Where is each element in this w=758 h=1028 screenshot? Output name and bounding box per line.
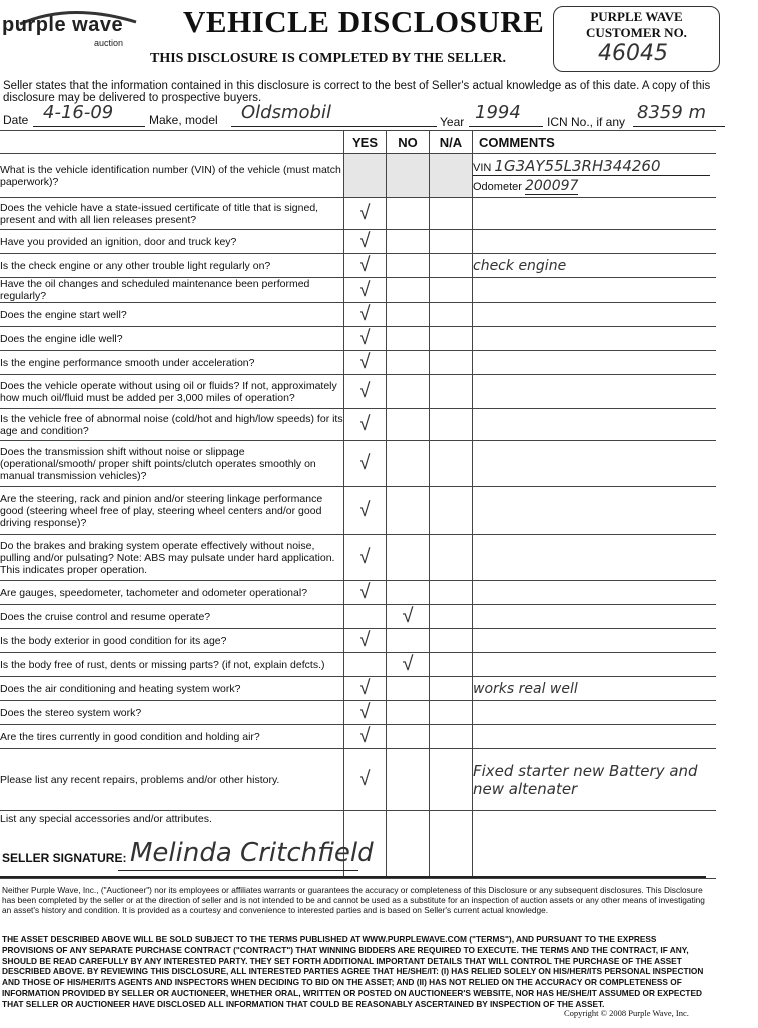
customer-number-value[interactable]: 46045 bbox=[598, 41, 668, 66]
na-cell[interactable] bbox=[430, 230, 473, 254]
yes-cell[interactable]: √ bbox=[344, 535, 387, 581]
question-cell: Does the transmission shift without noise or slippage (operational/smooth/ proper shift points/clutch operates smoothly on manual transmission vehicles)? bbox=[0, 441, 344, 487]
no-cell[interactable]: √ bbox=[387, 605, 430, 629]
na-cell[interactable] bbox=[430, 278, 473, 303]
year-value: 1994 bbox=[475, 102, 521, 123]
question-cell: Is the check engine or any other trouble light regularly on? bbox=[0, 254, 344, 278]
yes-cell[interactable]: √ bbox=[344, 701, 387, 725]
yes-cell[interactable] bbox=[344, 154, 387, 198]
question-cell: Does the engine idle well? bbox=[0, 327, 344, 351]
comment-cell[interactable] bbox=[473, 581, 717, 605]
question-cell: Are the steering, rack and pinion and/or steering linkage performance good (steering wheel free of play, steering wheel centers and/or good driving response)? bbox=[0, 487, 344, 535]
make-value: Oldsmobil bbox=[241, 102, 331, 123]
yes-cell[interactable] bbox=[344, 653, 387, 677]
question-cell: Does the vehicle have a state-issued certificate of title that is signed, present and with all lien releases present? bbox=[0, 198, 344, 230]
customer-label-line1: PURPLE WAVE bbox=[590, 9, 683, 24]
no-cell[interactable] bbox=[387, 487, 430, 535]
yes-cell[interactable]: √ bbox=[344, 351, 387, 375]
no-cell[interactable]: √ bbox=[387, 653, 430, 677]
question-cell: Does the stereo system work? bbox=[0, 701, 344, 725]
table-row bbox=[0, 254, 716, 278]
customer-label bbox=[554, 9, 719, 41]
question-cell: Have the oil changes and scheduled maintenance been performed regularly? bbox=[0, 278, 344, 303]
na-header: N/A bbox=[430, 131, 473, 154]
na-cell[interactable] bbox=[430, 581, 473, 605]
comments-header: COMMENTS bbox=[473, 131, 717, 154]
na-cell[interactable] bbox=[430, 351, 473, 375]
no-cell[interactable] bbox=[387, 535, 430, 581]
table-row bbox=[0, 701, 716, 725]
vin-label: VIN bbox=[473, 162, 492, 174]
comment-cell[interactable]: Fixed starter new Battery and new altenater bbox=[473, 749, 717, 811]
table-row bbox=[0, 198, 716, 230]
terms-text: THE ASSET DESCRIBED ABOVE WILL BE SOLD SUBJECT TO THE TERMS PUBLISHED AT WWW.PURPLEWAVE.COM ("TERMS"), AND PURSUANT TO THE EXPRESS PROVISIONS OF ANY SEPARATE PURCHASE CONTRACT ("CONTRACT") THAT WINNING BIDDERS ARE REQUIRED TO EXECUTE. THE TERMS AND THE CONTRACT, IF ANY, SHOULD BE READ CAREFULLY BY ANY INTERESTED PARTY. THEY SET FORTH ADDITIONAL IMPORTANT DETAILS THAT WILL CONTROL THE PURCHASE OF THE ASSET DESCRIBED ABOVE. BY REVIEWING THIS DISCLOSURE, ALL INTERESTED PARTIES AGREE THAT HE/SHE/IT: (I) HAS RELIED SOLELY ON HIS/HER/ITS PERSONAL INSPECTION AND THOSE OF HIS/HER/ITS AGENTS AND INSPECTORS WHEN DECIDING TO BID ON THE ASSET; AND (II) HAS NOT RELIED ON THE ACCURACY OR COMPLETENESS OF INFORMATION PROVIDED BY SELLER OR AUCTIONEER, WHETHER ORAL, WRITTEN OR POSTED ON AUCTIONEER'S WEBSITE, NOR HAS HE/SHE/IT ASSUMED OR EXPECTED THAT SELLER OR AUCTIONEER HAVE DISCLOSED ALL INFORMATION THAT COULD BE REASONABLY ASCERTAINED BY INSPECTION OF THE ASSET. bbox=[2, 934, 704, 1009]
table-row bbox=[0, 653, 716, 677]
comment-cell[interactable] bbox=[473, 409, 717, 441]
no-header: NO bbox=[387, 131, 430, 154]
date-make-line bbox=[3, 102, 733, 130]
question-cell: Is the engine performance smooth under acceleration? bbox=[0, 351, 344, 375]
question-cell: Is the body exterior in good condition for its age? bbox=[0, 629, 344, 653]
no-cell[interactable] bbox=[387, 230, 430, 254]
table-row bbox=[0, 278, 716, 303]
signature-line bbox=[118, 870, 358, 871]
table-row bbox=[0, 375, 716, 409]
no-cell[interactable] bbox=[387, 278, 430, 303]
no-cell[interactable] bbox=[387, 409, 430, 441]
yes-cell[interactable] bbox=[344, 605, 387, 629]
year-label: Year bbox=[440, 115, 465, 129]
no-cell[interactable] bbox=[387, 441, 430, 487]
na-cell[interactable] bbox=[430, 198, 473, 230]
yes-cell[interactable]: √ bbox=[344, 278, 387, 303]
comment-cell[interactable] bbox=[473, 278, 717, 303]
na-cell[interactable] bbox=[430, 701, 473, 725]
comment-cell[interactable] bbox=[473, 230, 717, 254]
question-cell: Is the body free of rust, dents or missing parts? (if not, explain defcts.) bbox=[0, 653, 344, 677]
yes-cell[interactable]: √ bbox=[344, 629, 387, 653]
date-label: Date bbox=[3, 113, 29, 127]
no-cell[interactable] bbox=[387, 725, 430, 749]
disclaimer-text: Neither Purple Wave, Inc., ("Auctioneer") nor its employees or affiliates warrants or guarantees the accuracy or completeness of this Disclosure or any subsequent disclosures. This Disclosure has been completed by the seller or at the direction of seller and is not intended to be and cannot be used as a substitute for an inspection of auction assets or any other means of investigating an asset's history and condition. It is provided as a courtesy and convenience to interested parties and is based on Seller's current actual knowledge. bbox=[2, 885, 705, 915]
no-cell[interactable] bbox=[387, 677, 430, 701]
question-cell: List any special accessories and/or attributes. bbox=[0, 811, 344, 879]
table-row bbox=[0, 487, 716, 535]
signature-label: SELLER SIGNATURE: bbox=[2, 851, 127, 865]
table-row bbox=[0, 441, 716, 487]
na-cell[interactable] bbox=[430, 441, 473, 487]
na-cell[interactable] bbox=[430, 487, 473, 535]
no-cell[interactable] bbox=[387, 581, 430, 605]
table-row bbox=[0, 677, 716, 701]
na-cell[interactable] bbox=[430, 677, 473, 701]
yes-header: YES bbox=[344, 131, 387, 154]
yes-cell[interactable]: √ bbox=[344, 254, 387, 278]
question-cell: Please list any recent repairs, problems and/or other history. bbox=[0, 749, 344, 811]
question-cell: What is the vehicle identification number (VIN) of the vehicle (must match paperwork)? bbox=[0, 154, 344, 198]
no-cell[interactable] bbox=[387, 303, 430, 327]
comment-cell[interactable] bbox=[473, 351, 717, 375]
yes-cell[interactable]: √ bbox=[344, 581, 387, 605]
no-cell[interactable] bbox=[387, 154, 430, 198]
table-row bbox=[0, 535, 716, 581]
na-cell[interactable] bbox=[430, 653, 473, 677]
na-cell[interactable] bbox=[430, 535, 473, 581]
comment-cell[interactable]: check engine bbox=[473, 254, 717, 278]
signature-value[interactable]: Melinda Critchfield bbox=[130, 838, 374, 868]
na-cell[interactable] bbox=[430, 154, 473, 198]
date-value: 4-16-09 bbox=[43, 102, 114, 123]
comment-cell[interactable] bbox=[473, 629, 717, 653]
table-header-row bbox=[0, 131, 716, 154]
yes-cell[interactable]: √ bbox=[344, 375, 387, 409]
comment-cell[interactable] bbox=[473, 327, 717, 351]
signature-divider bbox=[0, 876, 706, 878]
yes-cell[interactable]: √ bbox=[344, 409, 387, 441]
no-cell[interactable] bbox=[387, 749, 430, 811]
table-row bbox=[0, 409, 716, 441]
icn-field[interactable] bbox=[633, 102, 725, 127]
page-subtitle: THIS DISCLOSURE IS COMPLETED BY THE SELLER. bbox=[150, 51, 506, 66]
question-cell: Does the cruise control and resume operate? bbox=[0, 605, 344, 629]
table-row bbox=[0, 327, 716, 351]
table-body bbox=[0, 154, 716, 879]
customer-number-box bbox=[553, 6, 720, 72]
no-cell[interactable] bbox=[387, 327, 430, 351]
comment-cell[interactable] bbox=[473, 701, 717, 725]
table-row bbox=[0, 605, 716, 629]
na-cell[interactable] bbox=[430, 375, 473, 409]
comment-cell[interactable] bbox=[473, 441, 717, 487]
table-row bbox=[0, 351, 716, 375]
question-cell: Have you provided an ignition, door and truck key? bbox=[0, 230, 344, 254]
no-cell[interactable] bbox=[387, 375, 430, 409]
comment-cell[interactable] bbox=[473, 653, 717, 677]
na-cell[interactable] bbox=[430, 254, 473, 278]
na-cell[interactable] bbox=[430, 327, 473, 351]
comment-cell[interactable]: works real well bbox=[473, 677, 717, 701]
table-row bbox=[0, 230, 716, 254]
yes-cell[interactable]: √ bbox=[344, 303, 387, 327]
year-field[interactable] bbox=[469, 102, 543, 127]
seller-statement: Seller states that the information contained in this disclosure is correct to the best of Seller's actual knowledge as of this date. A copy of this disclosure may be delivered to prospective buyers. bbox=[3, 80, 711, 104]
vin-line[interactable] bbox=[473, 157, 710, 176]
comment-cell[interactable] bbox=[473, 725, 717, 749]
table-row bbox=[0, 303, 716, 327]
no-cell[interactable] bbox=[387, 254, 430, 278]
table-row bbox=[0, 749, 716, 811]
yes-cell[interactable]: √ bbox=[344, 198, 387, 230]
odometer-value: 200097 bbox=[524, 178, 579, 194]
na-cell[interactable] bbox=[430, 629, 473, 653]
yes-cell[interactable]: √ bbox=[344, 327, 387, 351]
table-row bbox=[0, 725, 716, 749]
no-cell[interactable] bbox=[387, 351, 430, 375]
date-field[interactable] bbox=[33, 102, 145, 127]
make-label: Make, model bbox=[149, 113, 218, 127]
comment-cell[interactable] bbox=[473, 811, 717, 879]
page-title: VEHICLE DISCLOSURE bbox=[183, 4, 545, 39]
yes-cell[interactable]: √ bbox=[344, 487, 387, 535]
comment-cell[interactable] bbox=[473, 303, 717, 327]
comment-cell[interactable] bbox=[473, 605, 717, 629]
yes-cell[interactable]: √ bbox=[344, 230, 387, 254]
question-cell: Are gauges, speedometer, tachometer and odometer operational? bbox=[0, 581, 344, 605]
no-cell[interactable] bbox=[387, 811, 430, 879]
question-cell: Are the tires currently in good condition and holding air? bbox=[0, 725, 344, 749]
comment-cell[interactable] bbox=[473, 375, 717, 409]
yes-cell[interactable]: √ bbox=[344, 749, 387, 811]
question-cell: Does the air conditioning and heating system work? bbox=[0, 677, 344, 701]
table-row bbox=[0, 581, 716, 605]
logo-subtext: auction bbox=[94, 38, 124, 48]
comment-cell[interactable] bbox=[473, 154, 717, 198]
no-cell[interactable] bbox=[387, 198, 430, 230]
comment-cell[interactable] bbox=[473, 487, 717, 535]
question-cell: Does the engine start well? bbox=[0, 303, 344, 327]
question-cell: Do the brakes and braking system operate effectively without noise, pulling and/or pulsating? Note: ABS may pulsate under hard application. This indicates proper operation. bbox=[0, 535, 344, 581]
no-cell[interactable] bbox=[387, 629, 430, 653]
table-row bbox=[0, 154, 716, 198]
comment-cell[interactable] bbox=[473, 535, 717, 581]
na-cell[interactable] bbox=[430, 749, 473, 811]
customer-label-line2: CUSTOMER NO. bbox=[586, 25, 687, 40]
na-cell[interactable] bbox=[430, 409, 473, 441]
logo-text: purple wave bbox=[2, 14, 124, 36]
yes-cell[interactable]: √ bbox=[344, 441, 387, 487]
na-cell[interactable] bbox=[430, 605, 473, 629]
question-cell: Is the vehicle free of abnormal noise (cold/hot and high/low speeds) for its age and condition? bbox=[0, 409, 344, 441]
icn-value: 8359 m bbox=[637, 102, 707, 123]
question-cell: Does the vehicle operate without using oil or fluids? If not, approximately how much oil/fluid must be added per 3,000 miles of operation? bbox=[0, 375, 344, 409]
vin-value: 1G3AY55L3RH344260 bbox=[494, 157, 661, 175]
na-cell[interactable] bbox=[430, 725, 473, 749]
no-cell[interactable] bbox=[387, 701, 430, 725]
question-header bbox=[0, 131, 344, 154]
table-row bbox=[0, 629, 716, 653]
comment-cell[interactable] bbox=[473, 198, 717, 230]
copyright: Copyright © 2008 Purple Wave, Inc. bbox=[564, 1008, 689, 1018]
odometer-label: Odometer bbox=[473, 181, 522, 193]
yes-cell[interactable]: √ bbox=[344, 677, 387, 701]
na-cell[interactable] bbox=[430, 303, 473, 327]
odometer-line[interactable] bbox=[473, 178, 716, 194]
make-field[interactable] bbox=[231, 102, 437, 127]
yes-cell[interactable]: √ bbox=[344, 725, 387, 749]
icn-label: ICN No., if any bbox=[547, 115, 626, 129]
disclosure-table bbox=[0, 130, 716, 879]
na-cell[interactable] bbox=[430, 811, 473, 879]
